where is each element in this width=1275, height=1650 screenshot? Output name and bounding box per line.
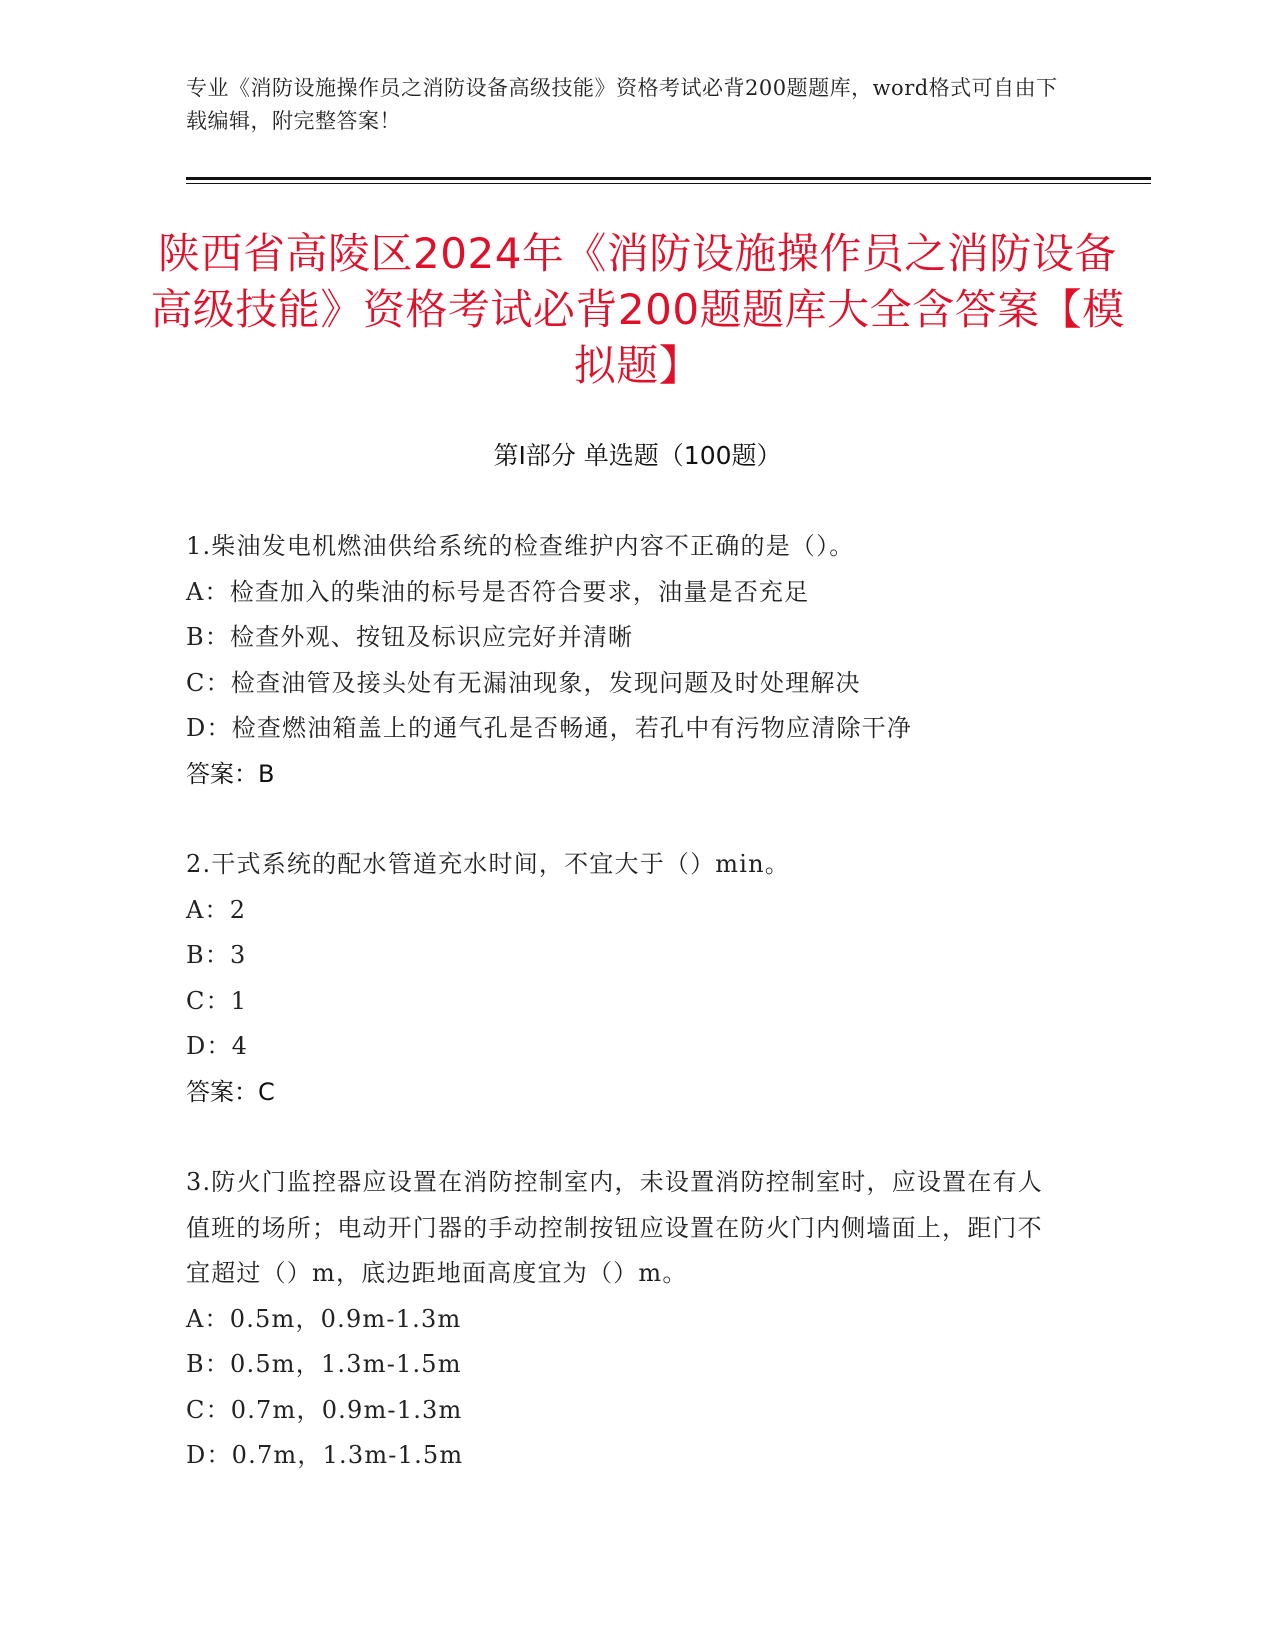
option-b: B：0.5m，1.3m-1.5m xyxy=(186,1350,462,1378)
document-title: 陕西省高陵区2024年《消防设施操作员之消防设备高级技能》资格考试必背200题题库大全含答案【模拟题】 xyxy=(150,229,1125,390)
question-stem: 1.柴油发电机燃油供给系统的检查维护内容不正确的是（）。 xyxy=(186,532,855,560)
header-note: 专业《消防设施操作员之消防设备高级技能》资格考试必背200题题库，word格式可自由下载编辑，附完整答案！ xyxy=(186,76,1058,133)
option-b: B：检查外观、按钮及标识应完好并清晰 xyxy=(186,623,634,651)
header-rule-thin xyxy=(186,183,1151,184)
option-d: D：4 xyxy=(186,1032,249,1060)
question-2 xyxy=(186,842,1066,1115)
question-3 xyxy=(186,1160,1066,1479)
option-c: C：0.7m，0.9m-1.3m xyxy=(186,1395,463,1424)
question-stem: 3.防火门监控器应设置在消防控制室内，未设置消防控制室时，应设置在有人值班的场所；电动开门器的手动控制按钮应设置在防火门内侧墙面上，距门不宜超过（）m，底边距地面高度宜为（）m。 xyxy=(186,1168,1043,1287)
option-d: D：0.7m，1.3m-1.5m xyxy=(186,1441,464,1469)
header-rule-thick xyxy=(186,177,1151,180)
question-answer: 答案：B xyxy=(186,759,275,788)
question-stem: 2.干式系统的配水管道充水时间，不宜大于（）min。 xyxy=(186,850,790,878)
option-c: C：1 xyxy=(186,986,248,1015)
question-1 xyxy=(186,524,1066,797)
option-a: A：0.5m，0.9m-1.3m xyxy=(186,1304,462,1333)
option-a: A：2 xyxy=(186,895,247,924)
option-a: A：检查加入的柴油的标号是否符合要求，油量是否充足 xyxy=(186,577,810,606)
question-list xyxy=(186,524,1066,1479)
option-b: B：3 xyxy=(186,941,247,969)
option-d: D：检查燃油箱盖上的通气孔是否畅通，若孔中有污物应清除干净 xyxy=(186,714,913,742)
section-title: 第I部分 单选题（100题） xyxy=(493,441,782,470)
question-answer: 答案：C xyxy=(186,1077,275,1106)
option-c: C：检查油管及接头处有无漏油现象，发现问题及时处理解决 xyxy=(186,668,861,697)
